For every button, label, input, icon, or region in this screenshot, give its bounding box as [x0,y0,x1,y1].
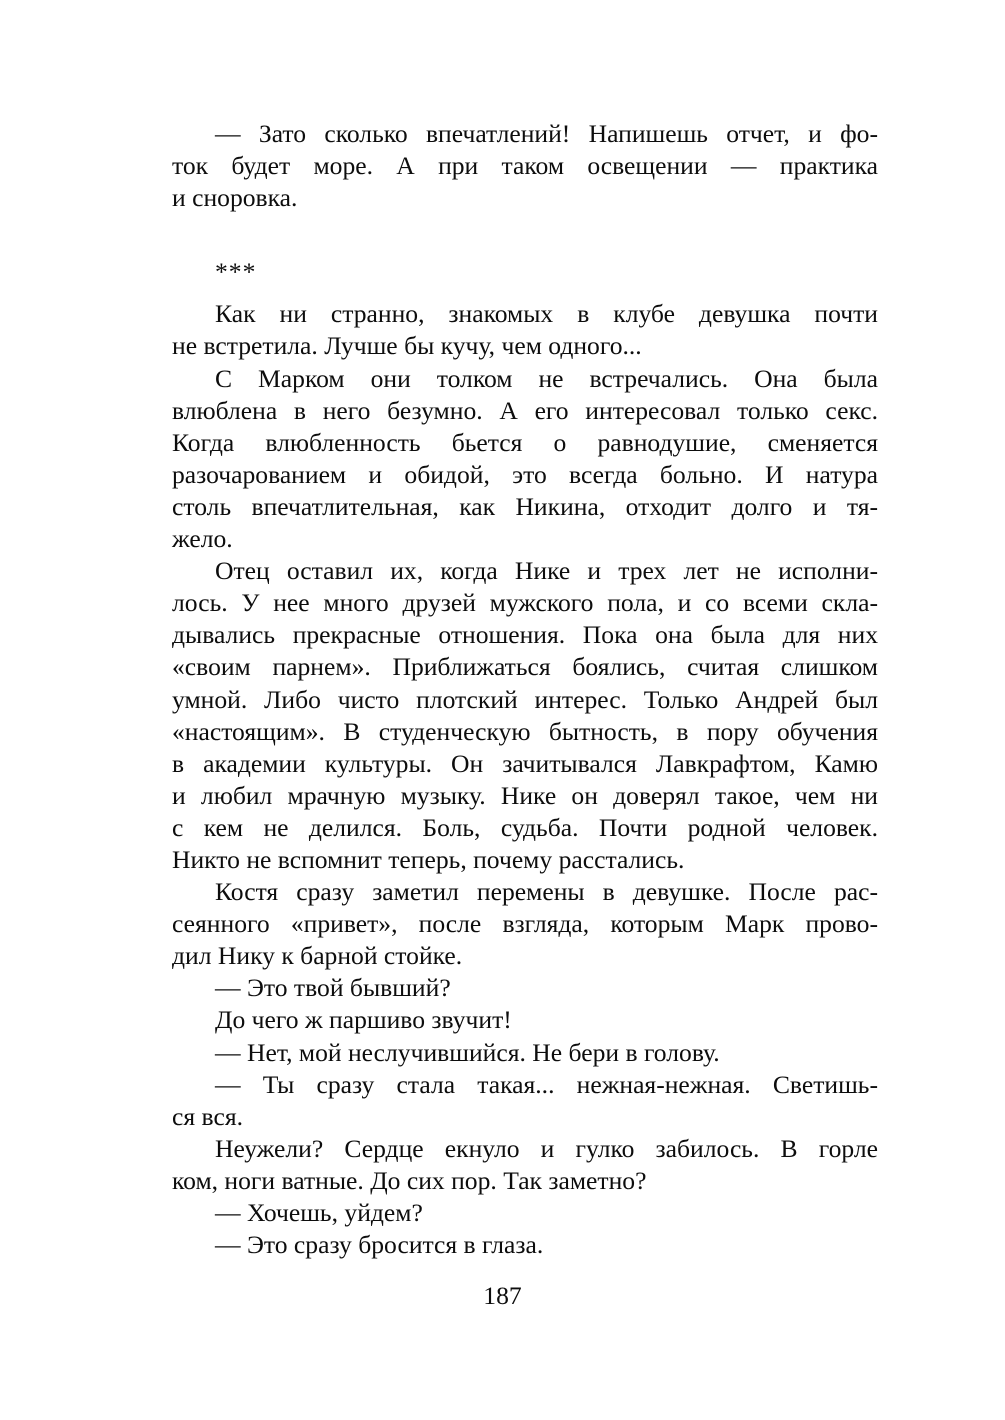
paragraph-dialogue-eto-tvoy-byvshiy [172,972,878,1004]
body-text-column [172,118,878,1261]
text-line: дывались прекрасные отношения. Пока она была для них [172,620,878,650]
text-line: Когда влюбленность бьется о равнодушие, сменяется [172,427,878,457]
text-line: — Это твой бывший? [215,973,451,1003]
text-line: Неужели? Сердце екнуло и гулко забилось. В горле [215,1133,878,1163]
paragraph-dialogue-hochesh-uydem [172,1197,878,1229]
paragraph-neuzheli [172,1133,878,1197]
text-line: — Ты сразу стала такая... нежная-нежная. Светишь- [215,1069,878,1099]
paragraph-kak-ni-stranno [172,298,878,362]
paragraph-dialogue-zato [172,118,878,214]
text-line: Никто не вспомнит теперь, почему расстались. [172,844,685,874]
text-line: Костя сразу заметил перемены в девушке. После рас- [215,877,878,907]
page-number: 187 [483,1281,522,1310]
text-line: — Зато сколько впечатлений! Напишешь отчет, и фо- [215,119,878,148]
text-line: столь впечатлительная, как Никина, отходит долго и тя- [172,491,878,521]
text-line: С Марком они толком не встречались. Она была [215,363,878,393]
text-line: с кем не делился. Боль, судьба. Почти родной человек. [172,812,878,842]
text-line: сеянного «привет», после взгляда, которым Марк прово- [172,909,878,939]
paragraph-dialogue-net-moy [172,1037,878,1069]
text-line: умной. Либо чисто плотский интерес. Только Андрей был [172,684,878,714]
text-line: — Нет, мой неслучившийся. Не бери в голову. [215,1037,720,1067]
text-line: в академии культуры. Он зачитывался Лавкрафтом, Камю [172,748,878,778]
text-line: разочарованием и обидой, это всегда больно. И натура [172,459,878,489]
text-line: влюблена в него безумно. А его интересовал только секс. [172,395,878,425]
text-line: Как ни странно, знакомых в клубе девушка почти [215,299,878,329]
text-line: До чего ж паршиво звучит! [215,1005,512,1035]
text-line: лось. У нее много друзей мужского пола, и со всеми скла- [172,588,878,618]
paragraph-otec-ostavil [172,555,878,876]
text-line: ток будет море. А при таком освещении — практика [172,151,878,181]
text-line: дил Нику к барной стойке. [172,941,463,971]
text-line: — Это сразу бросится в глаза. [215,1230,544,1260]
separator-spacer-below [172,288,878,298]
paragraph-dialogue-ty-srazu [172,1069,878,1133]
text-line: Отец оставил их, когда Нике и трех лет не исполни- [215,556,878,586]
text-line: не встретила. Лучше бы кучу, чем одного... [172,331,642,361]
paragraph-dialogue-eto-srazu [172,1229,878,1261]
separator-spacer-above [172,214,878,256]
text-line: жело. [172,524,233,554]
text-line: ся вся. [172,1101,243,1131]
text-line: — Хочешь, уйдем? [215,1198,423,1227]
paragraph-kostya [172,876,878,972]
paragraph-s-markom [172,363,878,556]
text-line: ком, ноги ватные. До сих пор. Так заметно? [172,1165,647,1195]
paragraph-do-chego-zh [172,1004,878,1036]
text-line: «своим парнем». Приближаться боялись, считая слишком [172,652,878,682]
text-line: и любил мрачную музыку. Нике он доверял такое, чем ни [172,780,878,810]
text-line: и сноровка. [172,183,298,213]
scene-separator: *** [215,257,257,287]
text-line: «настоящим». В студенческую бытность, в пору обучения [172,716,878,746]
